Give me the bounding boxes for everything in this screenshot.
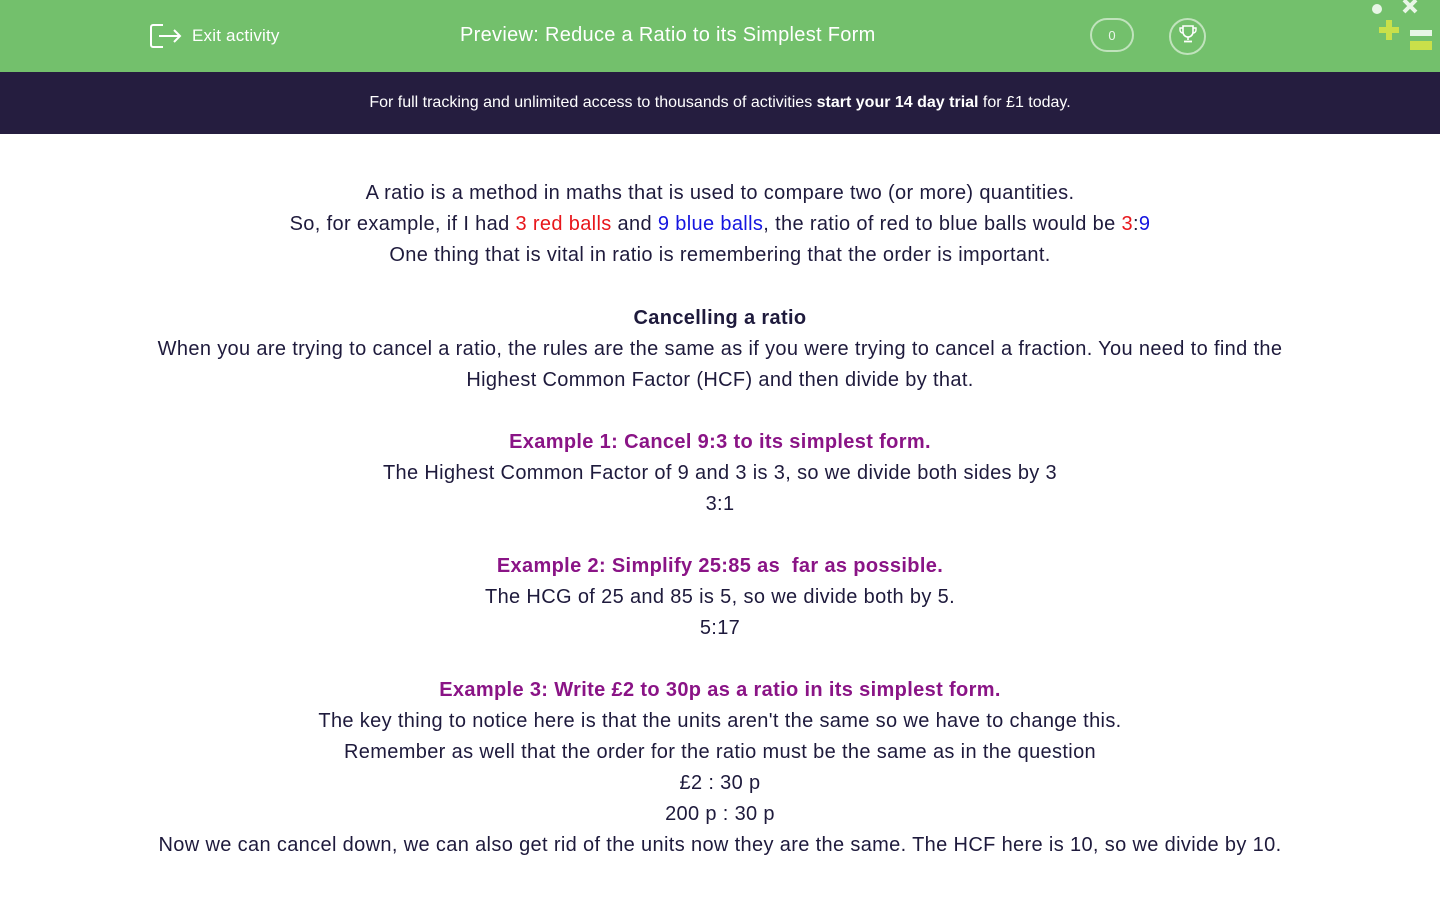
example-3-line-2: Remember as well that the order for the ratio must be the same as in the question bbox=[343, 741, 1097, 763]
exit-icon bbox=[150, 22, 182, 50]
example-1-answer: 3:1 bbox=[705, 493, 735, 515]
example-3-line-5: Now we can cancel down, we can also get rid of the units now they are the same. The HCF here is 10, so we divide by 10. bbox=[158, 834, 1282, 856]
promo-text: For full tracking and unlimited access to thousands of activities bbox=[369, 94, 817, 111]
promo-text-end: for £1 today. bbox=[978, 94, 1071, 111]
ratio-red-value: 3 bbox=[1121, 213, 1133, 235]
lesson-content bbox=[150, 178, 1290, 861]
example-3-title: Example 3: Write £2 to 30p as a ratio in its simplest form. bbox=[439, 679, 1001, 701]
exit-activity-label: Exit activity bbox=[192, 26, 280, 45]
example-3-line-1: The key thing to notice here is that the units aren't the same so we have to change this. bbox=[318, 710, 1122, 732]
intro-text: and bbox=[611, 213, 658, 235]
intro-text: So, for example, if I had bbox=[289, 213, 516, 235]
trial-promo-banner[interactable] bbox=[0, 72, 1440, 134]
example-3-line-3: £2 : 30 p bbox=[679, 772, 761, 794]
example-2-answer: 5:17 bbox=[699, 617, 741, 639]
score-badge: 0 bbox=[1090, 18, 1134, 52]
red-balls-text: 3 red balls bbox=[515, 213, 612, 235]
top-bar bbox=[0, 0, 1440, 72]
intro-line-1: A ratio is a method in maths that is used to compare two (or more) quantities. bbox=[365, 182, 1075, 204]
promo-trial-link[interactable]: start your 14 day trial bbox=[816, 94, 979, 111]
trophy-icon bbox=[1177, 23, 1199, 50]
logo-icon bbox=[1366, 0, 1440, 60]
example-3-line-4: 200 p : 30 p bbox=[665, 803, 775, 825]
rule-text: When you are trying to cancel a ratio, the rules are the same as if you were trying to cancel a fraction. You need to find the Highest Common Factor (HCF) and then divide by that. bbox=[157, 338, 1283, 391]
example-1-explanation: The Highest Common Factor of 9 and 3 is 3, so we divide both sides by 3 bbox=[382, 462, 1058, 484]
intro-line-3: One thing that is vital in ratio is remembering that the order is important. bbox=[389, 244, 1051, 266]
example-2-explanation: The HCG of 25 and 85 is 5, so we divide both by 5. bbox=[485, 586, 955, 608]
trophy-button[interactable] bbox=[1169, 18, 1206, 55]
example-2-title: Example 2: Simplify 25:85 as far as possible. bbox=[496, 555, 944, 577]
ratio-colon: : bbox=[1132, 213, 1139, 235]
exit-activity-button[interactable] bbox=[150, 22, 280, 50]
ratio-blue-value: 9 bbox=[1138, 213, 1151, 235]
example-1-title: Example 1: Cancel 9:3 to its simplest form. bbox=[509, 431, 931, 453]
blue-balls-text: 9 blue balls bbox=[657, 213, 764, 235]
intro-text: , the ratio of red to blue balls would be bbox=[763, 213, 1122, 235]
intro-line-2 bbox=[150, 209, 1290, 240]
page-title: Preview: Reduce a Ratio to its Simplest Form bbox=[460, 24, 876, 46]
section-heading: Cancelling a ratio bbox=[633, 307, 807, 329]
